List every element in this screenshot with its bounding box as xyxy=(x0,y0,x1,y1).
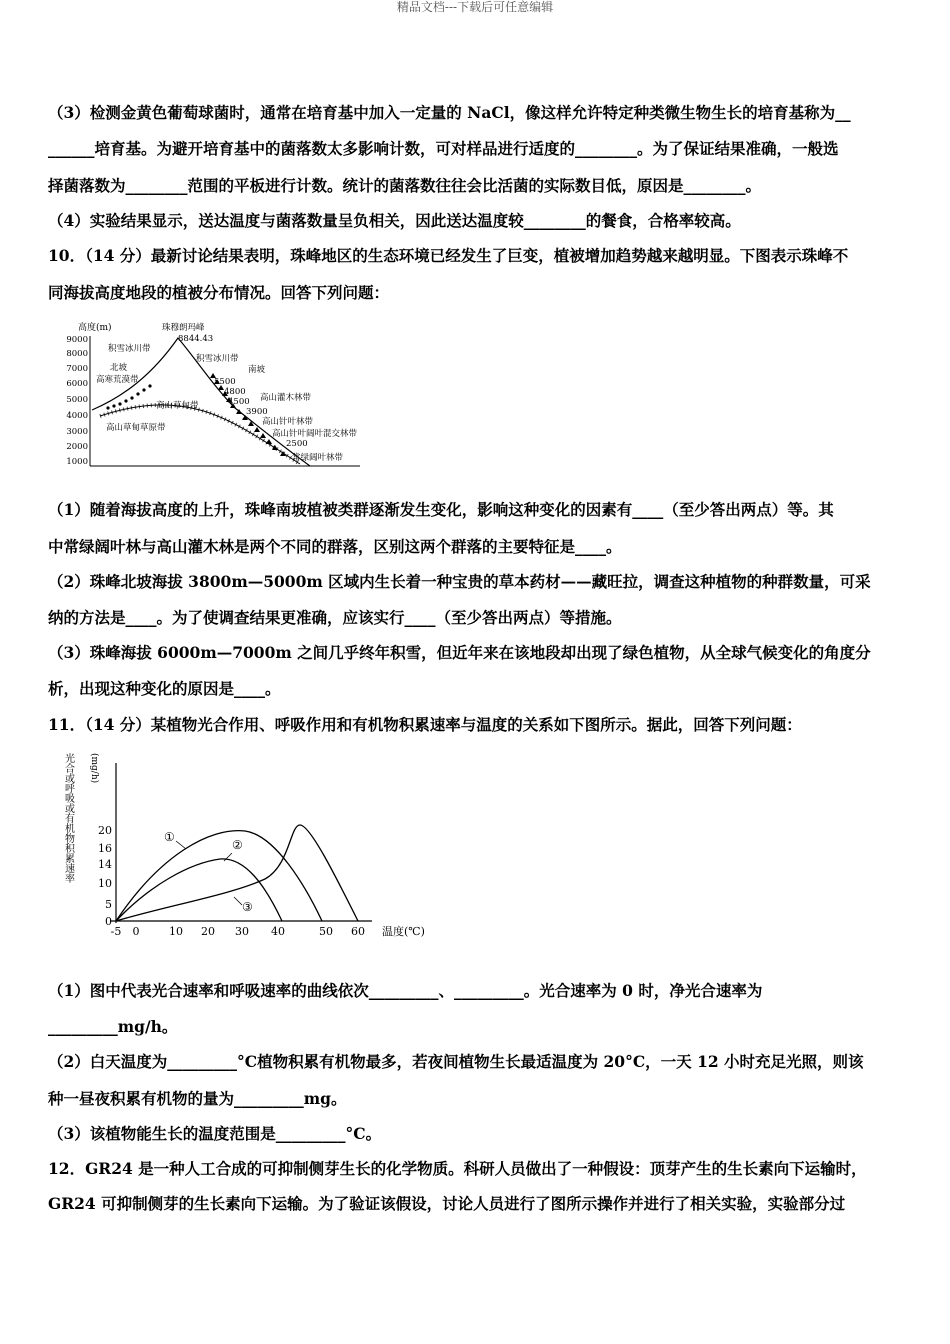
q10-2-line2: 纳的方法是____。为了使调查结果更准确，应该实行____（至少答出两点）等措施。 xyxy=(48,608,622,627)
q9-4-line: （4）实验结果显示，送达温度与菌落数量呈负相关，因此送达温度较________的餐食，合格率较高。 xyxy=(48,211,741,230)
fig1-north-ice: 积雪冰川带 xyxy=(108,344,151,354)
fig1-alt-4500: 4500 xyxy=(228,397,250,407)
fig1-ytick: 5000 xyxy=(66,395,88,405)
q10-3-line2: 析，出现这种变化的原因是____。 xyxy=(48,679,281,698)
fig1-north-desert: 高寒荒漠带 xyxy=(96,375,139,385)
q10-1-line2: 中常绿阔叶林与高山灌木林是两个不同的群落，区别这两个群落的主要特征是____。 xyxy=(48,537,622,556)
fig1-ylabel: 高度(m) xyxy=(78,323,112,333)
fig1-alt-5500: 5500 xyxy=(214,377,236,387)
fig1-alt-3900: 3900 xyxy=(246,407,268,417)
q11-1-line2: _________mg/h。 xyxy=(48,1017,178,1036)
fig1-ytick: 4000 xyxy=(66,411,88,421)
fig1-north-meadow: 高山草甸带 xyxy=(156,401,199,411)
fig1-ytick: 1000 xyxy=(66,457,88,467)
fig1-ytick: 8000 xyxy=(66,349,88,359)
fig1-south-conifer: 高山针叶林带 xyxy=(262,417,314,427)
q9-3-line2: ______培育基。为避开培育基中的菌落数太多影响计数，可对样品进行适度的________。为了保证结果准确，一般选 xyxy=(48,139,839,158)
q11-1-line1: （1）图中代表光合速率和呼吸速率的曲线依次_________、_________。光合速率为 0 时，净光合速率为 xyxy=(48,981,763,1000)
q10-2-line1: （2）珠峰北坡海拔 3800m—5000m 区域内生长着一种宝贵的草本药材——藏旺拉，调查这种植物的种群数量，可采 xyxy=(48,572,871,591)
fig1-south-shrub: 高山灌木林带 xyxy=(260,393,312,403)
q12-line1: 12．GR24 是一种人工合成的可抑制侧芽生长的化学物质。科研人员做出了一种假设：顶芽产生的生长素向下运输时， xyxy=(48,1159,867,1178)
fig1-ytick: 7000 xyxy=(66,364,88,374)
fig2-xlabel: 温度(℃) xyxy=(382,925,425,938)
fig2-xtick: 10 xyxy=(169,925,183,938)
fig2-curve-label: ③ xyxy=(242,900,253,914)
fig1-south-mixed: 高山针叶阔叶混交林带 xyxy=(272,429,358,439)
q9-3-line3: 择菌落数为________范围的平板进行计数。统计的菌落数往往会比活菌的实际数目低，原因是________。 xyxy=(48,176,762,195)
fig1-ytick: 3000 xyxy=(66,427,88,437)
fig2-ytick: 10 xyxy=(98,877,112,890)
fig1-alt-2500: 2500 xyxy=(286,439,308,449)
page-header: 精品文档---下载后可任意编辑 xyxy=(396,0,554,14)
fig1-south-slope: 南坡 xyxy=(248,365,266,375)
fig2-ytick: 16 xyxy=(98,842,112,855)
fig1-north-slope: 北坡 xyxy=(110,363,128,373)
fig1-ytick: 2000 xyxy=(66,442,88,452)
temperature-rate-figure xyxy=(60,745,440,945)
q10-1-line1: （1）随着海拔高度的上升，珠峰南坡植被类群逐渐发生变化，影响这种变化的因素有____（至少答出两点）等。其 xyxy=(48,500,834,519)
fig1-south-evergreen: 常绿阔叶林带 xyxy=(292,453,344,463)
fig1-north-steppe: 高山草甸草原带 xyxy=(106,423,166,433)
fig2-xtick: 50 xyxy=(319,925,333,938)
fig1-ytick: 9000 xyxy=(66,335,88,345)
q10-intro-line1: 10．（14 分）最新讨论结果表明，珠峰地区的生态环境已经发生了巨变，植被增加趋势越来越明显。下图表示珠峰不 xyxy=(48,246,849,265)
q10-3-line1: （3）珠峰海拔 6000m—7000m 之间几乎终年积雪，但近年来在该地段却出现了绿色植物，从全球气候变化的角度分 xyxy=(48,643,871,662)
fig2-xtick: 60 xyxy=(351,925,365,938)
q11-2-line1: （2）白天温度为_________°C植物积累有机物最多，若夜间植物生长最适温度为 20°C，一天 12 小时充足光照，则该 xyxy=(48,1052,864,1071)
q11-2-line2: 种一昼夜积累有机物的量为_________mg。 xyxy=(48,1089,347,1108)
fig1-peak-name: 珠穆朗玛峰 xyxy=(162,323,205,333)
fig2-ylabel: 光合或呼吸或有机物积累速率 xyxy=(62,753,74,883)
everest-vegetation-figure xyxy=(60,318,400,470)
fig1-peak-height: 8844.43 xyxy=(178,334,214,344)
fig2-xtick: 30 xyxy=(235,925,249,938)
fig1-alt-4800: 4800 xyxy=(224,387,246,397)
fig2-yunit: (mg/h) xyxy=(89,753,99,784)
q11-intro-line: 11．（14 分）某植物光合作用、呼吸作用和有机物积累速率与温度的关系如下图所示。据此，回答下列问题： xyxy=(48,715,802,734)
q10-intro-line2: 同海拔高度地段的植被分布情况。回答下列问题： xyxy=(48,283,390,302)
fig2-curve-label: ① xyxy=(164,830,175,844)
fig2-ytick: 14 xyxy=(98,858,112,871)
fig2-xtick: 20 xyxy=(201,925,215,938)
fig1-ytick: 6000 xyxy=(66,379,88,389)
fig2-ytick: 5 xyxy=(105,898,112,911)
fig2-ytick: 20 xyxy=(98,824,112,837)
q9-3-line1: （3）检测金黄色葡萄球菌时，通常在培育基中加入一定量的 NaCl，像这样允许特定种类微生物生长的培育基称为__ xyxy=(48,103,851,122)
fig2-curve-label: ② xyxy=(232,838,243,852)
q12-line2: GR24 可抑制侧芽的生长素向下运输。为了验证该假设，讨论人员进行了图所示操作并进行了相关实验，实验部分过 xyxy=(48,1194,846,1213)
fig2-xtick: -5 xyxy=(110,925,122,938)
fig2-xtick: 0 xyxy=(132,925,140,938)
fig2-ytick: 0 xyxy=(105,915,112,928)
fig2-xtick: 40 xyxy=(271,925,285,938)
fig1-south-ice: 积雪冰川带 xyxy=(196,354,239,364)
q11-3-line: （3）该植物能生长的温度范围是_________°C。 xyxy=(48,1124,382,1143)
